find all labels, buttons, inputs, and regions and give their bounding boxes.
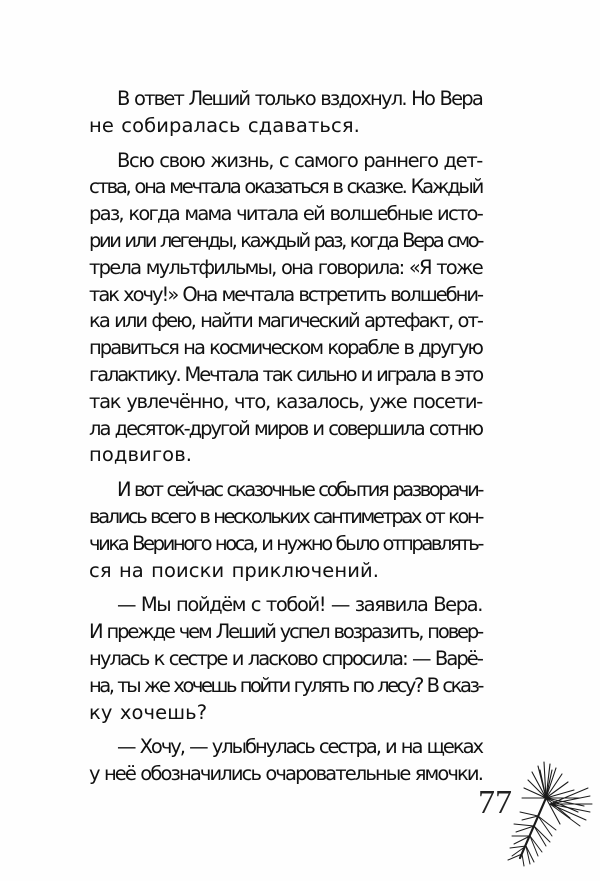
- text-line: галактику. Мечтала так сильно и играла в это: [89, 362, 482, 386]
- text-line: ства, она мечтала оказаться в сказке. Каждый: [89, 175, 482, 199]
- page-number: 77: [478, 784, 512, 821]
- text-line: Всю свою жизнь, с самого раннего дет-: [117, 148, 482, 172]
- text-line: В ответ Леший только вздохнул. Но Вера: [117, 87, 482, 110]
- text-line: — Мы пойдём с тобой! — заявила Вера.: [117, 593, 482, 617]
- paragraph: [89, 148, 510, 470]
- text-line: ку хочешь?: [89, 700, 208, 724]
- pine-branch-icon: [500, 758, 596, 868]
- text-line: у неё обозначились очаровательные ямочки.: [89, 762, 482, 786]
- paragraph: [89, 86, 510, 140]
- text-line: ла десяток-другой миров и совершила сотню: [89, 416, 482, 440]
- text-line: ся на поиски приключений.: [89, 558, 380, 582]
- text-line: И прежде чем Леший успел возразить, повер-: [89, 620, 482, 644]
- paragraph: [89, 477, 510, 584]
- text-line: чика Вериного носа, и нужно было отправлять-: [89, 531, 482, 555]
- text-line: не собиралась сдаваться.: [89, 113, 360, 137]
- paragraph: [89, 592, 510, 726]
- text-line: рии или легенды, каждый раз, когда Вера смо-: [89, 228, 482, 252]
- text-line: И вот сейчас сказочные события разворачи-: [117, 478, 483, 502]
- text-line: так увлечённо, что, казалось, уже посети-: [89, 389, 483, 413]
- text-line: трела мультфильмы, она говорила: «Я тоже: [89, 255, 482, 279]
- text-line: правиться на космическом корабле в другую: [89, 336, 482, 360]
- text-line: на, ты же хочешь пойти гулять по лесу? В сказ-: [89, 673, 482, 697]
- text-line: нулась к сестре и ласково спросила: — Варё-: [89, 646, 483, 670]
- text-line: раз, когда мама читала ей волшебные исто-: [89, 202, 482, 226]
- text-line: подвигов.: [89, 443, 193, 467]
- paragraph: [89, 734, 510, 788]
- text-line: вались всего в нескольких сантиметрах от кон-: [89, 504, 482, 528]
- body-text: [89, 86, 510, 796]
- text-line: — Хочу, — улыбнулась сестра, и на щеках: [117, 735, 482, 759]
- text-line: так хочу!» Она мечтала встретить волшебни-: [89, 282, 482, 306]
- text-line: ка или фею, найти магический артефакт, от-: [89, 309, 482, 333]
